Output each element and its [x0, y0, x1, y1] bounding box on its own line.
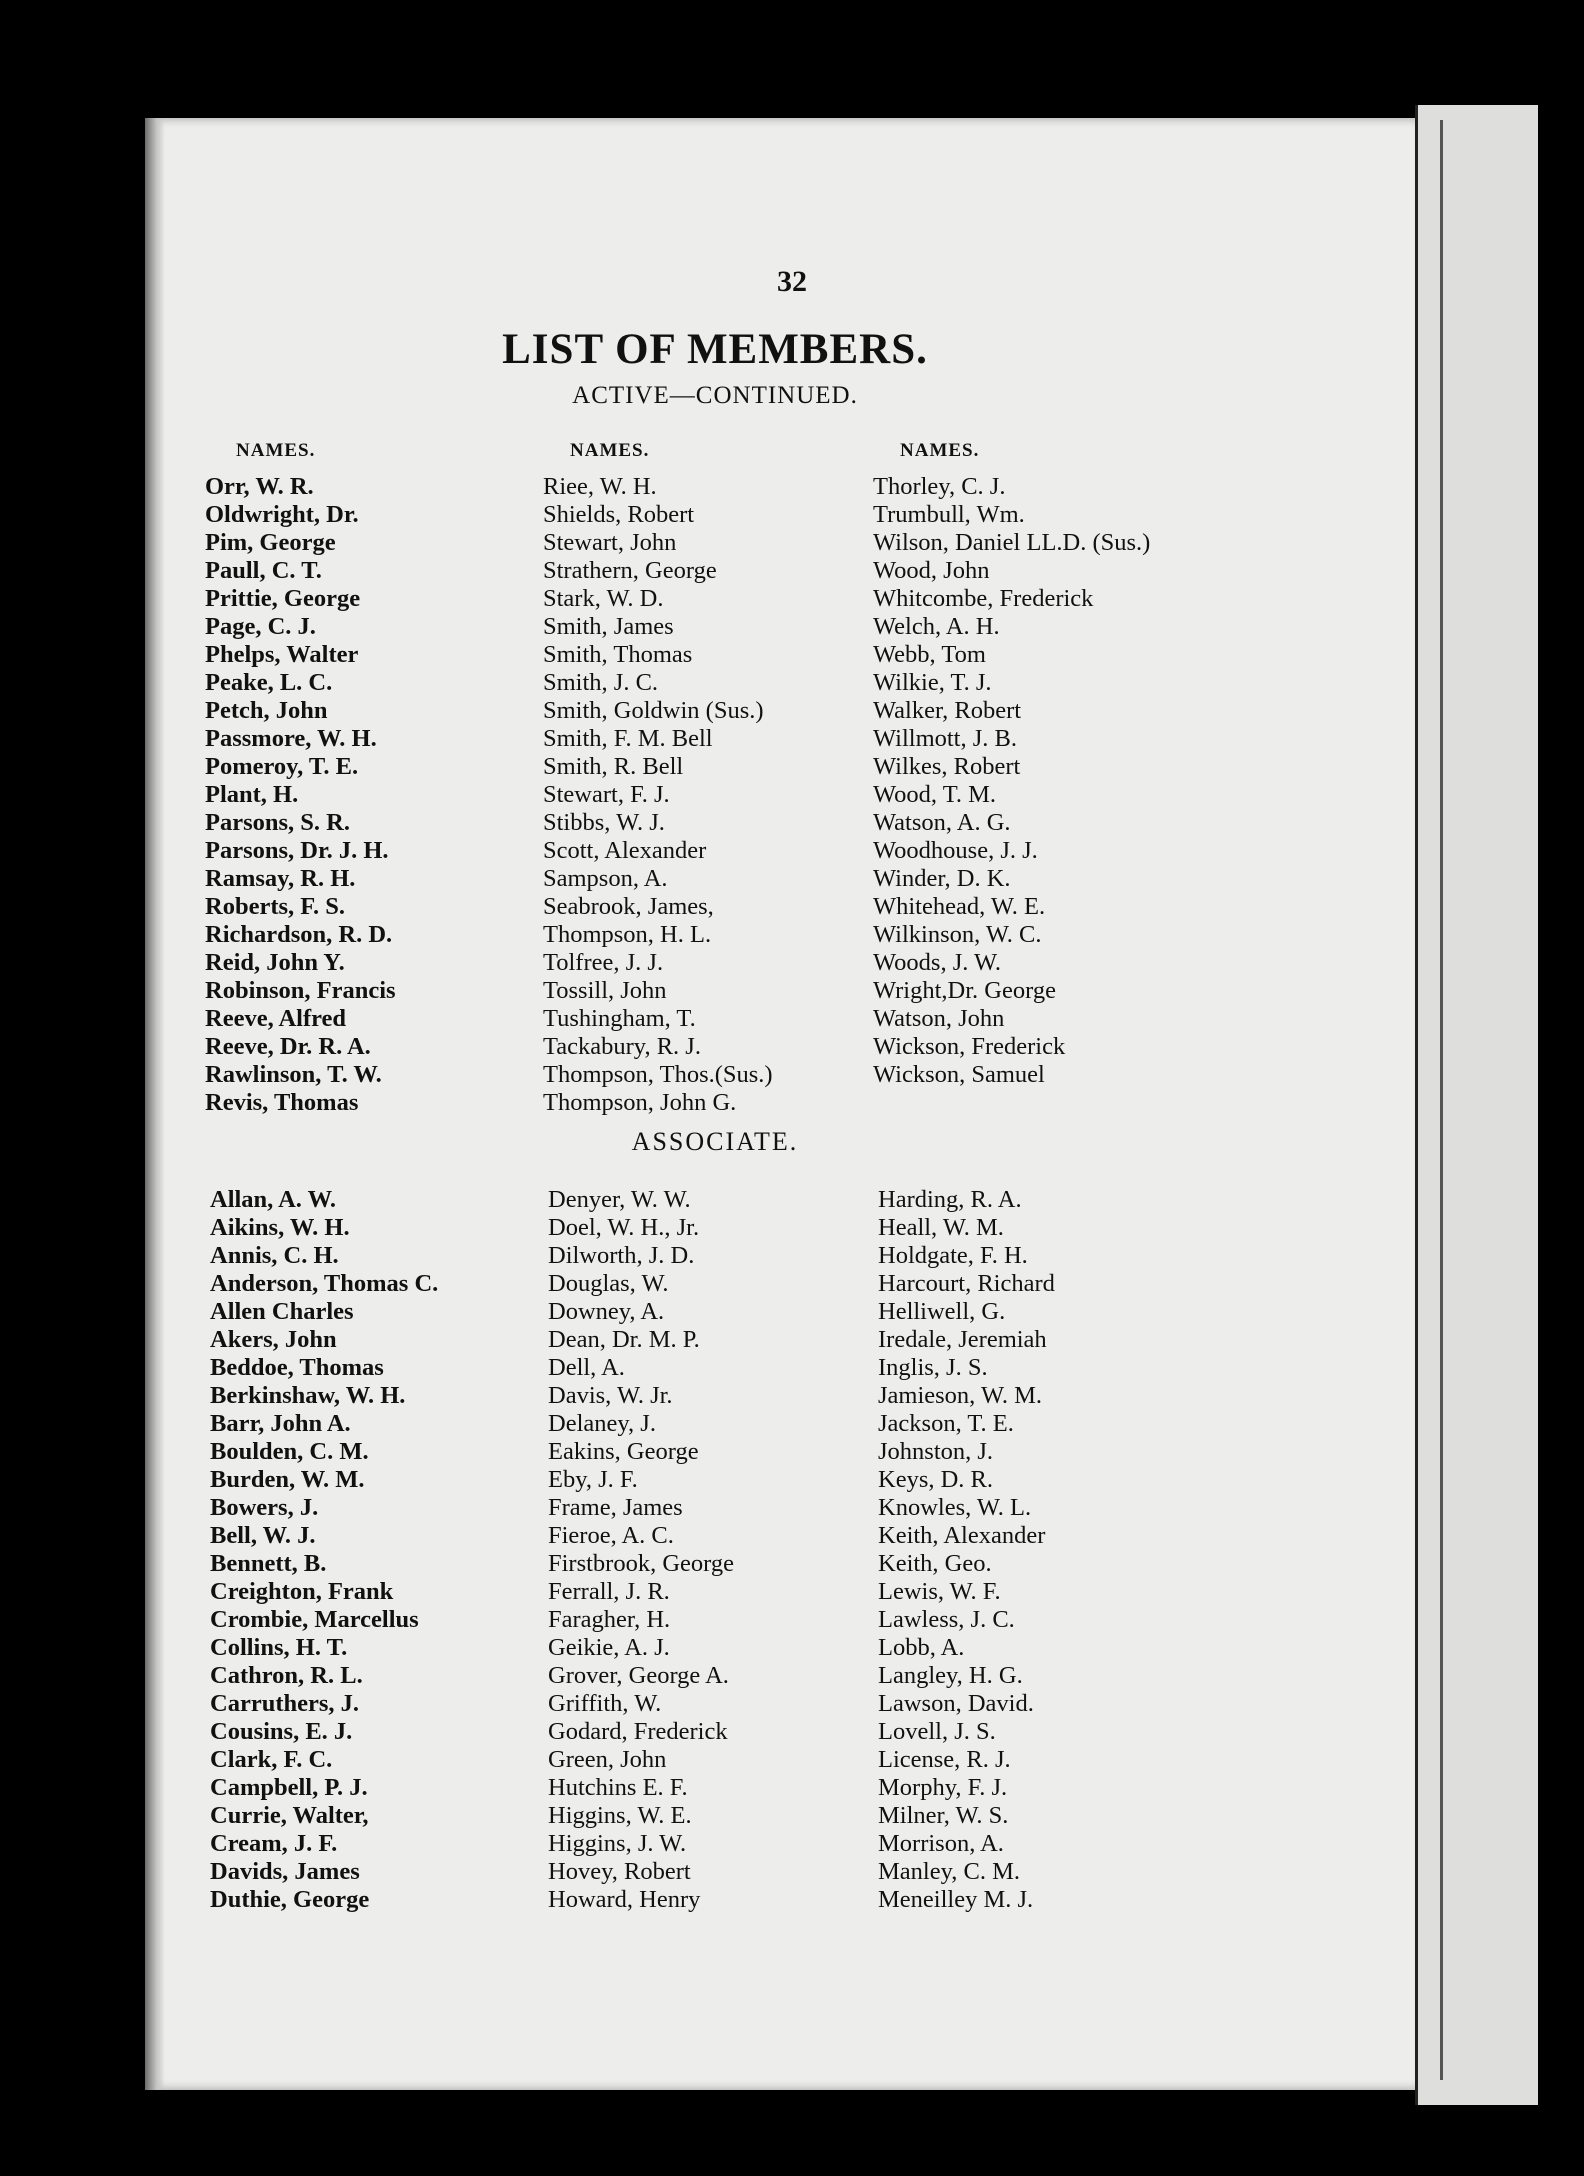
- member-name: Harcourt, Richard: [878, 1270, 1055, 1297]
- member-name: Bennett, B.: [210, 1550, 327, 1577]
- member-name: Revis, Thomas: [205, 1089, 359, 1116]
- member-name: Thompson, John G.: [543, 1089, 737, 1116]
- member-name: Lobb, A.: [878, 1634, 965, 1661]
- member-name: Hutchins E. F.: [548, 1774, 688, 1801]
- member-name: Keith, Alexander: [878, 1522, 1046, 1549]
- member-name: Annis, C. H.: [210, 1242, 339, 1269]
- member-name: Keys, D. R.: [878, 1466, 994, 1493]
- member-name: Parsons, S. R.: [205, 809, 350, 836]
- member-name: Denyer, W. W.: [548, 1186, 691, 1213]
- member-name: Johnston, J.: [878, 1438, 994, 1465]
- member-name: Faragher, H.: [548, 1606, 671, 1633]
- member-name: Stewart, F. J.: [543, 781, 670, 808]
- member-name: Boulden, C. M.: [210, 1438, 369, 1465]
- member-name: Bowers, J.: [210, 1494, 319, 1521]
- member-name: Higgins, J. W.: [548, 1830, 687, 1857]
- member-name: Smith, Goldwin (Sus.): [543, 697, 764, 724]
- member-name: Davis, W. Jr.: [548, 1382, 673, 1409]
- member-name: Akers, John: [210, 1326, 337, 1353]
- member-name: Wickson, Samuel: [873, 1061, 1045, 1088]
- member-name: Robinson, Francis: [205, 977, 396, 1004]
- member-name: Fieroe, A. C.: [548, 1522, 674, 1549]
- member-name: Parsons, Dr. J. H.: [205, 837, 389, 864]
- member-name: Currie, Walter,: [210, 1802, 369, 1829]
- member-name: Wilkinson, W. C.: [873, 921, 1042, 948]
- member-name: Frame, James: [548, 1494, 683, 1521]
- member-name: Oldwright, Dr.: [205, 501, 359, 528]
- member-name: Iredale, Jeremiah: [878, 1326, 1047, 1353]
- member-name: Wilkes, Robert: [873, 753, 1021, 780]
- column-header-names: NAMES.: [236, 440, 316, 461]
- member-name: Smith, F. M. Bell: [543, 725, 713, 752]
- associate-members-column-3: [878, 1186, 1055, 1914]
- member-name: Tolfree, J. J.: [543, 949, 664, 976]
- member-name: Heall, W. M.: [878, 1214, 1004, 1241]
- member-name: Crombie, Marcellus: [210, 1606, 419, 1633]
- member-name: Wilkie, T. J.: [873, 669, 992, 696]
- member-name: Thorley, C. J.: [873, 473, 1006, 500]
- member-name: Phelps, Walter: [205, 641, 359, 668]
- member-name: Dilworth, J. D.: [548, 1242, 695, 1269]
- member-name: Petch, John: [205, 697, 328, 724]
- member-name: Lawson, David.: [878, 1690, 1034, 1717]
- member-name: Prittie, George: [205, 585, 361, 612]
- member-name: Allen Charles: [210, 1298, 354, 1325]
- member-name: Passmore, W. H.: [205, 725, 377, 752]
- member-name: Richardson, R. D.: [205, 921, 393, 948]
- binding-shadow: [145, 118, 165, 2090]
- member-name: Smith, Thomas: [543, 641, 693, 668]
- facing-page-edge: [1415, 105, 1538, 2105]
- member-name: Geikie, A. J.: [548, 1634, 670, 1661]
- member-name: Keith, Geo.: [878, 1550, 992, 1577]
- member-name: Wright,Dr. George: [873, 977, 1056, 1004]
- column-header-names: NAMES.: [900, 440, 980, 461]
- member-name: Grover, George A.: [548, 1662, 729, 1689]
- member-name: Morphy, F. J.: [878, 1774, 1008, 1801]
- member-name: License, R. J.: [878, 1746, 1011, 1773]
- member-name: Winder, D. K.: [873, 865, 1011, 892]
- member-name: Stark, W. D.: [543, 585, 664, 612]
- member-name: Downey, A.: [548, 1298, 665, 1325]
- member-name: Barr, John A.: [210, 1410, 351, 1437]
- member-name: Firstbrook, George: [548, 1550, 734, 1577]
- member-name: Sampson, A.: [543, 865, 668, 892]
- member-name: Delaney, J.: [548, 1410, 656, 1437]
- member-name: Stibbs, W. J.: [543, 809, 665, 836]
- column-header-names: NAMES.: [570, 440, 650, 461]
- member-name: Lawless, J. C.: [878, 1606, 1015, 1633]
- member-name: Anderson, Thomas C.: [210, 1270, 439, 1297]
- member-name: Jamieson, W. M.: [878, 1382, 1043, 1409]
- member-name: Peake, L. C.: [205, 669, 333, 696]
- member-name: Pomeroy, T. E.: [205, 753, 359, 780]
- member-name: Milner, W. S.: [878, 1802, 1009, 1829]
- member-name: Walker, Robert: [873, 697, 1022, 724]
- member-name: Douglas, W.: [548, 1270, 669, 1297]
- member-name: Clark, F. C.: [210, 1746, 333, 1773]
- member-name: Howard, Henry: [548, 1886, 701, 1913]
- member-name: Smith, James: [543, 613, 674, 640]
- associate-section-title: ASSOCIATE.: [631, 1127, 799, 1156]
- member-name: Dell, A.: [548, 1354, 625, 1381]
- member-name: Wood, John: [873, 557, 990, 584]
- active-members-column-1: [205, 473, 396, 1117]
- member-name: Wickson, Frederick: [873, 1033, 1066, 1060]
- member-name: Scott, Alexander: [543, 837, 707, 864]
- member-name: Woodhouse, J. J.: [873, 837, 1038, 864]
- member-name: Griffith, W.: [548, 1690, 662, 1717]
- member-name: Whitehead, W. E.: [873, 893, 1046, 920]
- member-name: Campbell, P. J.: [210, 1774, 368, 1801]
- member-name: Riee, W. H.: [543, 473, 657, 500]
- member-name: Plant, H.: [205, 781, 299, 808]
- member-name: Watson, John: [873, 1005, 1005, 1032]
- member-name: Rawlinson, T. W.: [205, 1061, 382, 1088]
- member-name: Roberts, F. S.: [205, 893, 345, 920]
- member-name: Manley, C. M.: [878, 1858, 1020, 1885]
- member-name: Beddoe, Thomas: [210, 1354, 384, 1381]
- member-name: Meneilley M. J.: [878, 1886, 1034, 1913]
- member-name: Eakins, George: [548, 1438, 699, 1465]
- member-name: Welch, A. H.: [873, 613, 1000, 640]
- member-name: Carruthers, J.: [210, 1690, 360, 1717]
- member-name: Stewart, John: [543, 529, 677, 556]
- member-name: Inglis, J. S.: [878, 1354, 988, 1381]
- member-name: Dean, Dr. M. P.: [548, 1326, 700, 1353]
- member-name: Reeve, Dr. R. A.: [205, 1033, 371, 1060]
- member-name: Tackabury, R. J.: [543, 1033, 701, 1060]
- member-name: Harding, R. A.: [878, 1186, 1022, 1213]
- member-name: Aikins, W. H.: [210, 1214, 350, 1241]
- member-name: Reid, John Y.: [205, 949, 345, 976]
- member-name: Watson, A. G.: [873, 809, 1011, 836]
- associate-members-column-2: [548, 1186, 734, 1914]
- member-name: Whitcombe, Frederick: [873, 585, 1094, 612]
- member-name: Tushingham, T.: [543, 1005, 696, 1032]
- member-name: Ramsay, R. H.: [205, 865, 356, 892]
- member-name: Bell, W. J.: [210, 1522, 316, 1549]
- page-fold-line: [1440, 120, 1443, 2080]
- member-name: Helliwell, G.: [878, 1298, 1006, 1325]
- member-name: Jackson, T. E.: [878, 1410, 1014, 1437]
- member-name: Langley, H. G.: [878, 1662, 1023, 1689]
- active-members-column-2: [543, 473, 773, 1117]
- member-name: Holdgate, F. H.: [878, 1242, 1028, 1269]
- member-name: Seabrook, James,: [543, 893, 714, 920]
- member-name: Lewis, W. F.: [878, 1578, 1001, 1605]
- member-name: Cream, J. F.: [210, 1830, 338, 1857]
- member-name: Duthie, George: [210, 1886, 370, 1913]
- member-name: Burden, W. M.: [210, 1466, 365, 1493]
- member-name: Pim, George: [205, 529, 336, 556]
- member-name: Green, John: [548, 1746, 667, 1773]
- member-name: Knowles, W. L.: [878, 1494, 1032, 1521]
- member-name: Page, C. J.: [205, 613, 316, 640]
- member-name: Allan, A. W.: [210, 1186, 336, 1213]
- member-name: Cathron, R. L.: [210, 1662, 363, 1689]
- member-name: Wood, T. M.: [873, 781, 997, 808]
- member-name: Thompson, H. L.: [543, 921, 712, 948]
- associate-members-column-1: [210, 1186, 438, 1914]
- member-name: Paull, C. T.: [205, 557, 322, 584]
- page-title: LIST OF MEMBERS.: [502, 326, 928, 373]
- member-name: Lovell, J. S.: [878, 1718, 996, 1745]
- member-name: Higgins, W. E.: [548, 1802, 692, 1829]
- member-name: Eby, J. F.: [548, 1466, 638, 1493]
- member-name: Godard, Frederick: [548, 1718, 728, 1745]
- member-name: Orr, W. R.: [205, 473, 314, 500]
- member-name: Wilson, Daniel LL.D. (Sus.): [873, 529, 1151, 556]
- member-name: Strathern, George: [543, 557, 717, 584]
- member-name: Ferrall, J. R.: [548, 1578, 670, 1605]
- page-number: 32: [777, 265, 807, 298]
- member-name: Collins, H. T.: [210, 1634, 348, 1661]
- member-name: Tossill, John: [543, 977, 667, 1004]
- member-name: Doel, W. H., Jr.: [548, 1214, 700, 1241]
- member-name: Smith, R. Bell: [543, 753, 684, 780]
- active-members-column-3: [873, 473, 1150, 1089]
- member-name: Smith, J. C.: [543, 669, 659, 696]
- member-name: Reeve, Alfred: [205, 1005, 347, 1032]
- member-name: Willmott, J. B.: [873, 725, 1017, 752]
- member-name: Woods, J. W.: [873, 949, 1002, 976]
- member-name: Thompson, Thos.(Sus.): [543, 1061, 773, 1088]
- member-name: Morrison, A.: [878, 1830, 1004, 1857]
- member-name: Davids, James: [210, 1858, 360, 1885]
- member-name: Creighton, Frank: [210, 1578, 394, 1605]
- member-name: Shields, Robert: [543, 501, 695, 528]
- member-name: Webb, Tom: [873, 641, 986, 668]
- section-subtitle: ACTIVE—CONTINUED.: [572, 382, 858, 409]
- member-name: Hovey, Robert: [548, 1858, 691, 1885]
- member-name: Berkinshaw, W. H.: [210, 1382, 406, 1409]
- member-name: Trumbull, Wm.: [873, 501, 1025, 528]
- member-name: Cousins, E. J.: [210, 1718, 353, 1745]
